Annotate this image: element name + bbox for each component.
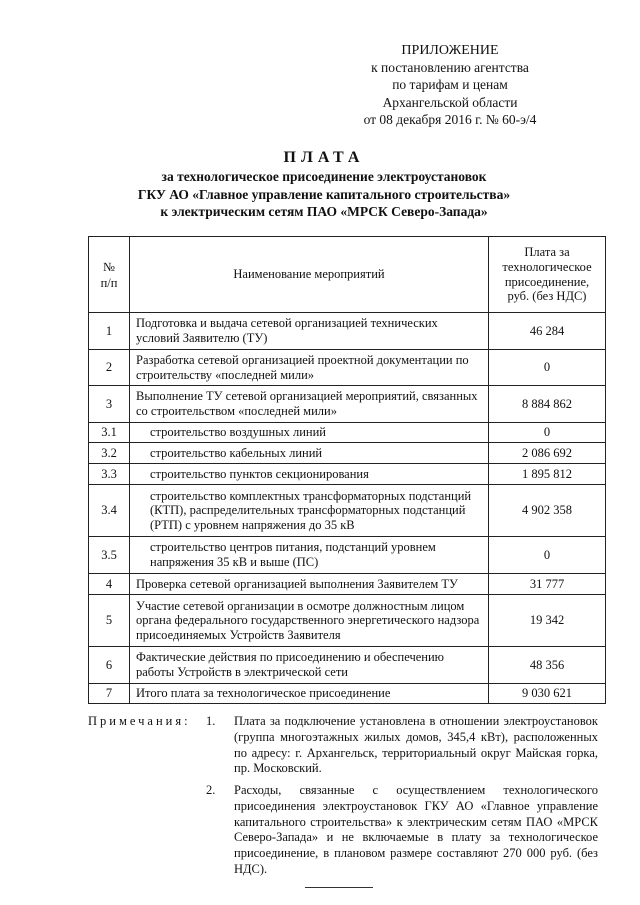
row-num: 2 — [89, 350, 130, 386]
row-num: 3.3 — [89, 464, 130, 485]
row-num: 3.2 — [89, 443, 130, 464]
row-amount: 4 902 358 — [489, 485, 606, 537]
row-num: 3 — [89, 386, 130, 423]
header-amount-line: руб. (без НДС) — [507, 289, 587, 304]
row-amount: 0 — [489, 350, 606, 386]
title-main: ПЛАТА — [283, 149, 365, 166]
row-name: Участие сетевой организации в осмотре должностным лицом органа федерального государственного энергетического надзора присоединяемых Устройств Заявителя — [130, 595, 489, 647]
row-amount: 8 884 862 — [489, 386, 606, 423]
footer-divider — [305, 887, 373, 888]
table-row — [89, 485, 606, 537]
table-row — [89, 443, 606, 464]
note-number: 1. — [206, 714, 216, 728]
header-amount-line: Плата за — [524, 245, 570, 260]
document-title — [60, 148, 588, 221]
row-amount: 0 — [489, 423, 606, 443]
row-num: 1 — [89, 313, 130, 350]
row-num: 4 — [89, 574, 130, 595]
row-num: 3.4 — [89, 485, 130, 537]
table-row — [89, 574, 606, 595]
row-num: 3.1 — [89, 423, 130, 443]
row-num: 5 — [89, 595, 130, 647]
table-row — [89, 313, 606, 350]
row-amount: 9 030 621 — [489, 684, 606, 704]
row-name: Итого плата за технологическое присоединение — [130, 684, 489, 704]
appendix-header — [330, 42, 570, 128]
table-row — [89, 647, 606, 684]
row-name: Выполнение ТУ сетевой организацией мероприятий, связанных со строительством «последней мили» — [130, 386, 489, 423]
note-text: Расходы, связанные с осуществлением технологического присоединения электроустановок ГКУ АО «Главное управление капитального строительства» к электрическим сетям ПАО «МРСК Северо-Запада» и не включаемые в плату за технологическое присоединение, в плановом размере составляют 270 000 руб. (без НДС). — [234, 783, 598, 876]
header-num — [89, 237, 130, 313]
appendix-line: от 08 декабря 2016 г. № 60-э/4 — [363, 111, 537, 127]
table-row — [89, 464, 606, 485]
table-row — [89, 595, 606, 647]
header-amount — [489, 237, 606, 313]
table-row — [89, 684, 606, 704]
row-amount: 31 777 — [489, 574, 606, 595]
note-item — [206, 714, 598, 777]
note-text: Плата за подключение установлена в отношении электроустановок (группа многоэтажных жилых домов, 345,4 кВт), расположенных по адресу: г. Архангельск, территориальный округ Майская горка, пр. Московский. — [234, 714, 598, 776]
notes-label: Примечания: — [88, 714, 191, 728]
row-name: строительство воздушных линий — [130, 423, 489, 443]
title-line: ГКУ АО «Главное управление капитального строительства» — [137, 186, 511, 202]
row-amount: 19 342 — [489, 595, 606, 647]
table-row — [89, 386, 606, 423]
row-name: Фактические действия по присоединению и обеспечению работы Устройств в электрической сети — [130, 647, 489, 684]
header-amount-line: присоединение, — [504, 274, 590, 289]
row-amount: 48 356 — [489, 647, 606, 684]
header-num-line: № — [103, 259, 115, 274]
row-name: строительство центров питания, подстанций уровнем напряжения 35 кВ и выше (ПС) — [130, 537, 489, 574]
row-amount: 2 086 692 — [489, 443, 606, 464]
table-row — [89, 537, 606, 574]
row-name: Проверка сетевой организацией выполнения Заявителем ТУ — [130, 574, 489, 595]
row-num: 3.5 — [89, 537, 130, 574]
table-row — [89, 423, 606, 443]
appendix-line: ПРИЛОЖЕНИЕ — [401, 43, 499, 58]
table-row — [89, 350, 606, 386]
row-name: Подготовка и выдача сетевой организацией технических условий Заявителю (ТУ) — [130, 313, 489, 350]
row-name: строительство пунктов секционирования — [130, 464, 489, 485]
header-amount-line: технологическое — [502, 259, 592, 274]
row-amount: 1 895 812 — [489, 464, 606, 485]
appendix-line: по тарифам и ценам — [392, 77, 508, 93]
row-amount: 46 284 — [489, 313, 606, 350]
title-line: к электрическим сетям ПАО «МРСК Северо-Запада» — [160, 204, 488, 219]
note-number: 2. — [206, 783, 216, 797]
header-num-line: п/п — [100, 275, 118, 290]
appendix-line: к постановлению агентства — [371, 60, 529, 76]
row-name: Разработка сетевой организацией проектной документации по строительству «последней мили» — [130, 350, 489, 386]
title-line: за технологическое присоединение электроустановок — [161, 169, 487, 184]
header-name: Наименование мероприятий — [130, 237, 489, 313]
row-num: 6 — [89, 647, 130, 684]
row-name: строительство кабельных линий — [130, 443, 489, 464]
row-amount: 0 — [489, 537, 606, 574]
fee-table — [88, 236, 606, 704]
table-header-row — [89, 237, 606, 313]
row-name: строительство комплектных трансформаторных подстанций (КТП), распределительных трансформаторных подстанций (РТП) с уровнем напряжения до 35 кВ — [130, 485, 489, 537]
appendix-line: Архангельской области — [382, 94, 518, 110]
note-item — [206, 783, 598, 878]
row-num: 7 — [89, 684, 130, 704]
